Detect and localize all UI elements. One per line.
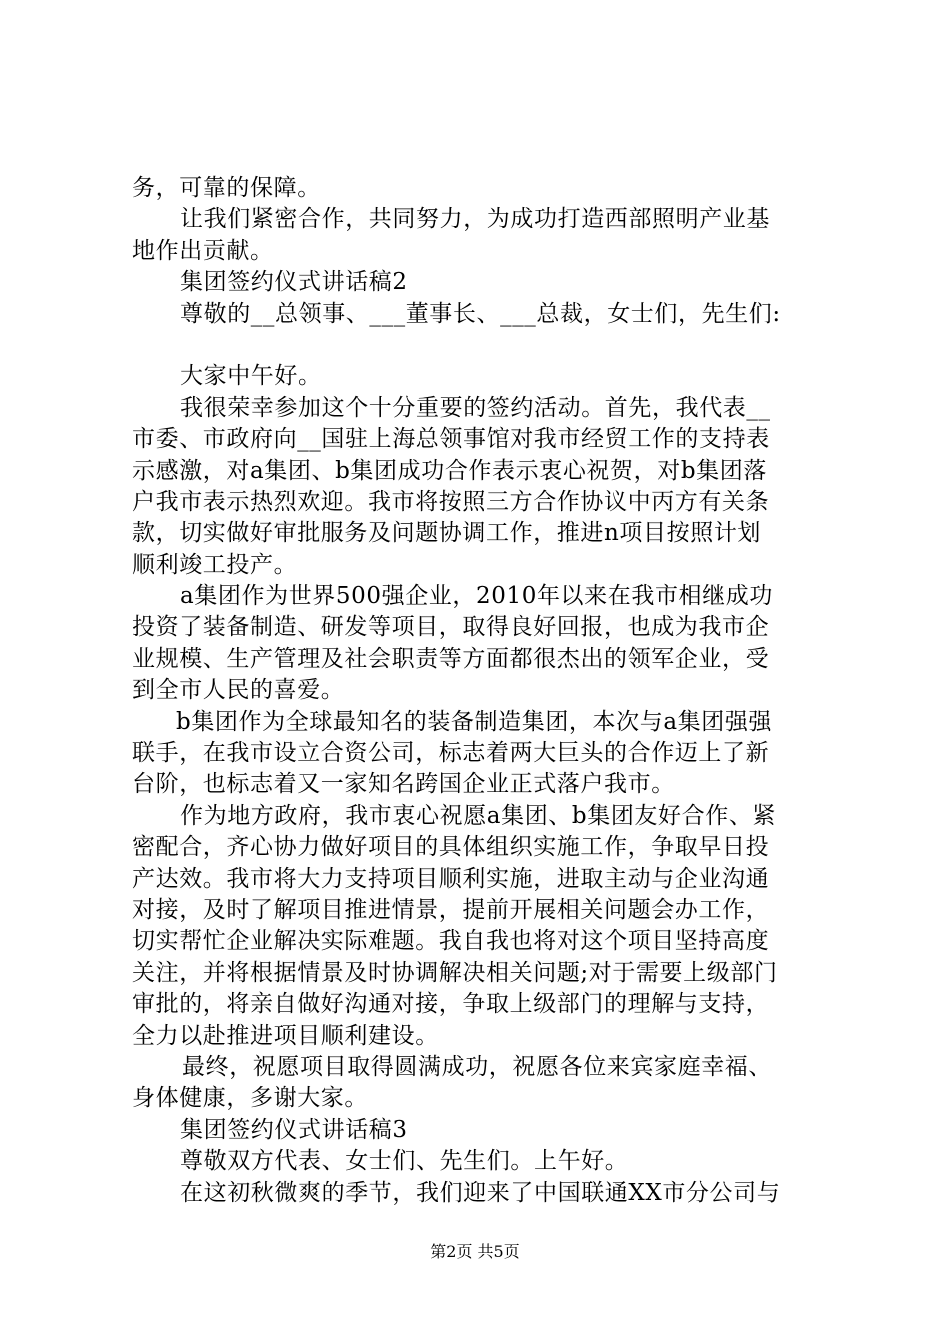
document-body [132,173,832,1209]
text-line: 对接，及时了解项目推进情景，提前开展相关问题会办工作， [132,896,770,923]
text-line: 示感激，对a集团、b集团成功合作表示衷心祝贺，对b集团落 [132,457,767,484]
text-line: 全力以赴推进项目顺利建设。 [132,1022,439,1049]
text-line: a集团作为世界500强企业，2010年以来在我市相继成功 [180,583,773,610]
text-line: 审批的，将亲自做好沟通对接，争取上级部门的理解与支持， [132,991,770,1018]
text-line: 关注，并将根据情景及时协调解决相关问题;对于需要上级部门 [132,959,778,986]
text-line: 身体健康，多谢大家。 [132,1085,368,1112]
text-line: 业规模、生产管理及社会职责等方面都很杰出的领军企业，受 [132,645,770,672]
text-line: 作为地方政府，我市衷心祝愿a集团、b集团友好合作、紧 [180,802,777,829]
text-line: b集团作为全球最知名的装备制造集团，本次与a集团强强 [176,708,773,735]
text-line: 产达效。我市将大力支持项目顺利实施，进取主动与企业沟通 [132,865,770,892]
text-line: 密配合，齐心协力做好项目的具体组织实施工作，争取早日投 [132,834,770,861]
section-heading: 集团签约仪式讲话稿2 [180,269,408,296]
salutation: 尊敬双方代表、女士们、先生们。上午好。 [180,1148,629,1175]
page-number-footer: 第2页 共5页 [430,1242,520,1261]
text-line: 到全市人民的喜爱。 [132,677,345,704]
text-line: 让我们紧密合作，共同努力，为成功打造西部照明产业基 [180,206,770,233]
text-line: 在这初秋微爽的季节，我们迎来了中国联通XX市分公司与 [180,1179,781,1206]
section-heading: 集团签约仪式讲话稿3 [180,1116,408,1143]
text-line: 我很荣幸参加这个十分重要的签约活动。首先，我代表__ [180,394,771,421]
text-line: 顺利竣工投产。 [132,551,298,578]
text-line: 市委、市政府向__国驻上海总领事馆对我市经贸工作的支持表 [132,426,770,453]
text-line: 切实帮忙企业解决实际难题。我自我也将对这个项目坚持高度 [132,928,770,955]
text-line: 户我市表示热烈欢迎。我市将按照三方合作协议中丙方有关条 [132,488,770,515]
text-line: 台阶，也标志着又一家知名跨国企业正式落户我市。 [132,771,675,798]
salutation: 尊敬的__总领事、___董事长、___总裁，女士们，先生们: [180,300,781,327]
text-line: 投资了装备制造、研发等项目，取得良好回报，也成为我市企 [132,614,770,641]
text-line: 联手，在我市设立合资公司，标志着两大巨头的合作迈上了新 [132,740,770,767]
text-line: 地作出贡献。 [132,237,274,264]
blank-line [132,330,832,361]
text-line: 务，可靠的保障。 [132,175,321,201]
greeting: 大家中午好。 [180,363,322,390]
text-line: 款，切实做好审批服务及问题协调工作，推进n项目按照计划 [132,520,762,547]
text-line: 最终，祝愿项目取得圆满成功，祝愿各位来宾家庭幸福、 [182,1053,772,1080]
